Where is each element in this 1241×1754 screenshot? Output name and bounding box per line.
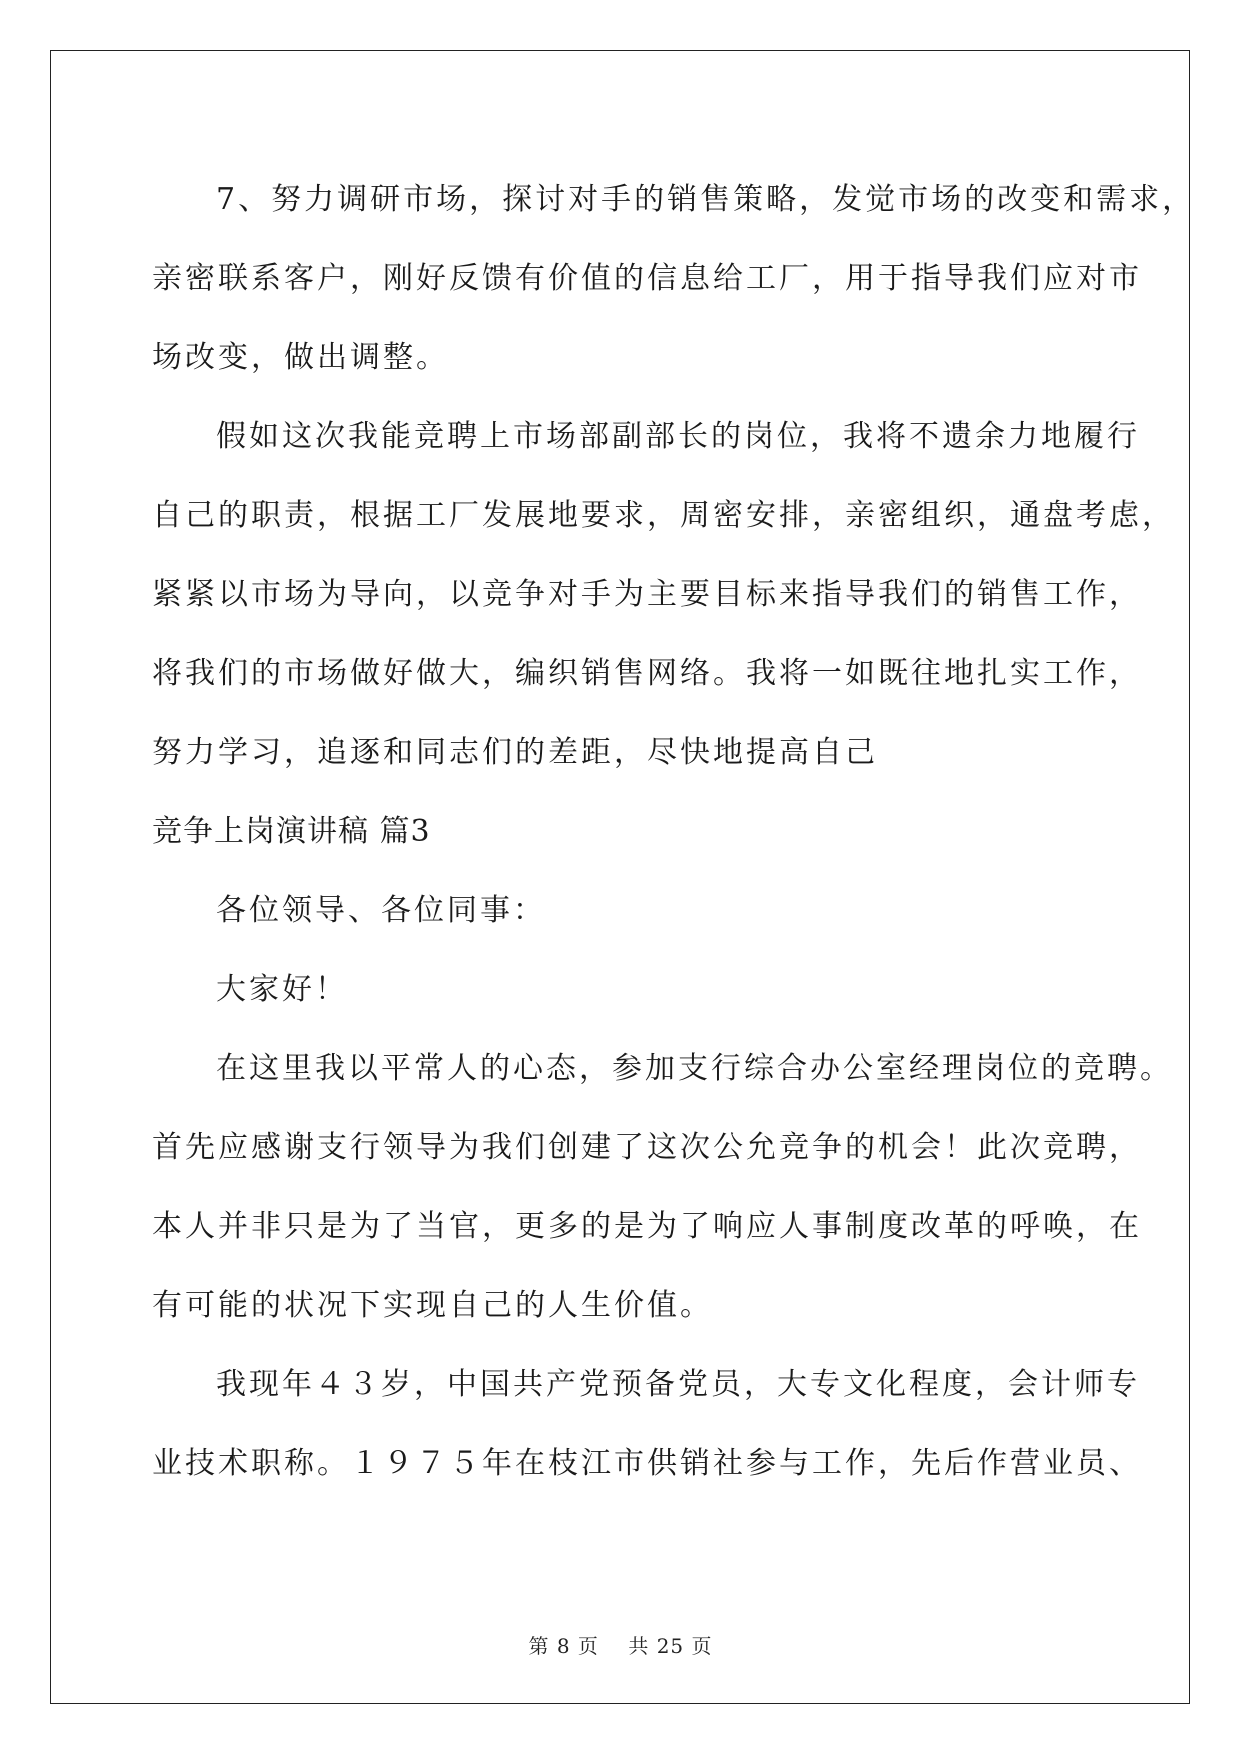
paragraph-line: 业技术职称。１９７５年在枝江市供销社参与工作，先后作营业员、 — [152, 1446, 1142, 1481]
paragraph-line: 首先应感谢支行领导为我们创建了这次公允竞争的机会！此次竞聘， — [152, 1130, 1142, 1165]
page-footer — [0, 1630, 1241, 1659]
paragraph-line: 我现年４３岁，中国共产党预备党员，大专文化程度，会计师专 — [216, 1367, 1140, 1402]
paragraph-line: 场改变，做出调整。 — [152, 340, 449, 375]
paragraph-line: 在这里我以平常人的心态，参加支行综合办公室经理岗位的竞聘。 — [216, 1051, 1173, 1086]
paragraph-line: 亲密联系客户，刚好反馈有价值的信息给工厂，用于指导我们应对市 — [152, 261, 1142, 296]
document-body — [152, 160, 1196, 1503]
page-number: 第 8 页 共 25 页 — [528, 1634, 713, 1658]
section-heading: 竞争上岗演讲稿 篇3 — [152, 814, 431, 849]
salutation: 各位领导、各位同事： — [216, 893, 546, 928]
paragraph-line: 努力学习，追逐和同志们的差距，尽快地提高自己 — [152, 735, 878, 770]
paragraph-line: 自己的职责，根据工厂发展地要求，周密安排，亲密组织，通盘考虑， — [152, 498, 1175, 533]
paragraph-line: 紧紧以市场为导向，以竞争对手为主要目标来指导我们的销售工作， — [152, 577, 1142, 612]
paragraph-line: 将我们的市场做好做大，编织销售网络。我将一如既往地扎实工作， — [152, 656, 1142, 691]
paragraph-line: 假如这次我能竞聘上市场部副部长的岗位，我将不遗余力地履行 — [216, 419, 1140, 454]
paragraph-line: 7、努力调研市场，探讨对手的销售策略，发觉市场的改变和需求， — [216, 182, 1196, 217]
paragraph-line: 有可能的状况下实现自己的人生价值。 — [152, 1288, 713, 1323]
paragraph-line: 本人并非只是为了当官，更多的是为了响应人事制度改革的呼唤，在 — [152, 1209, 1142, 1244]
greeting: 大家好！ — [216, 972, 348, 1007]
